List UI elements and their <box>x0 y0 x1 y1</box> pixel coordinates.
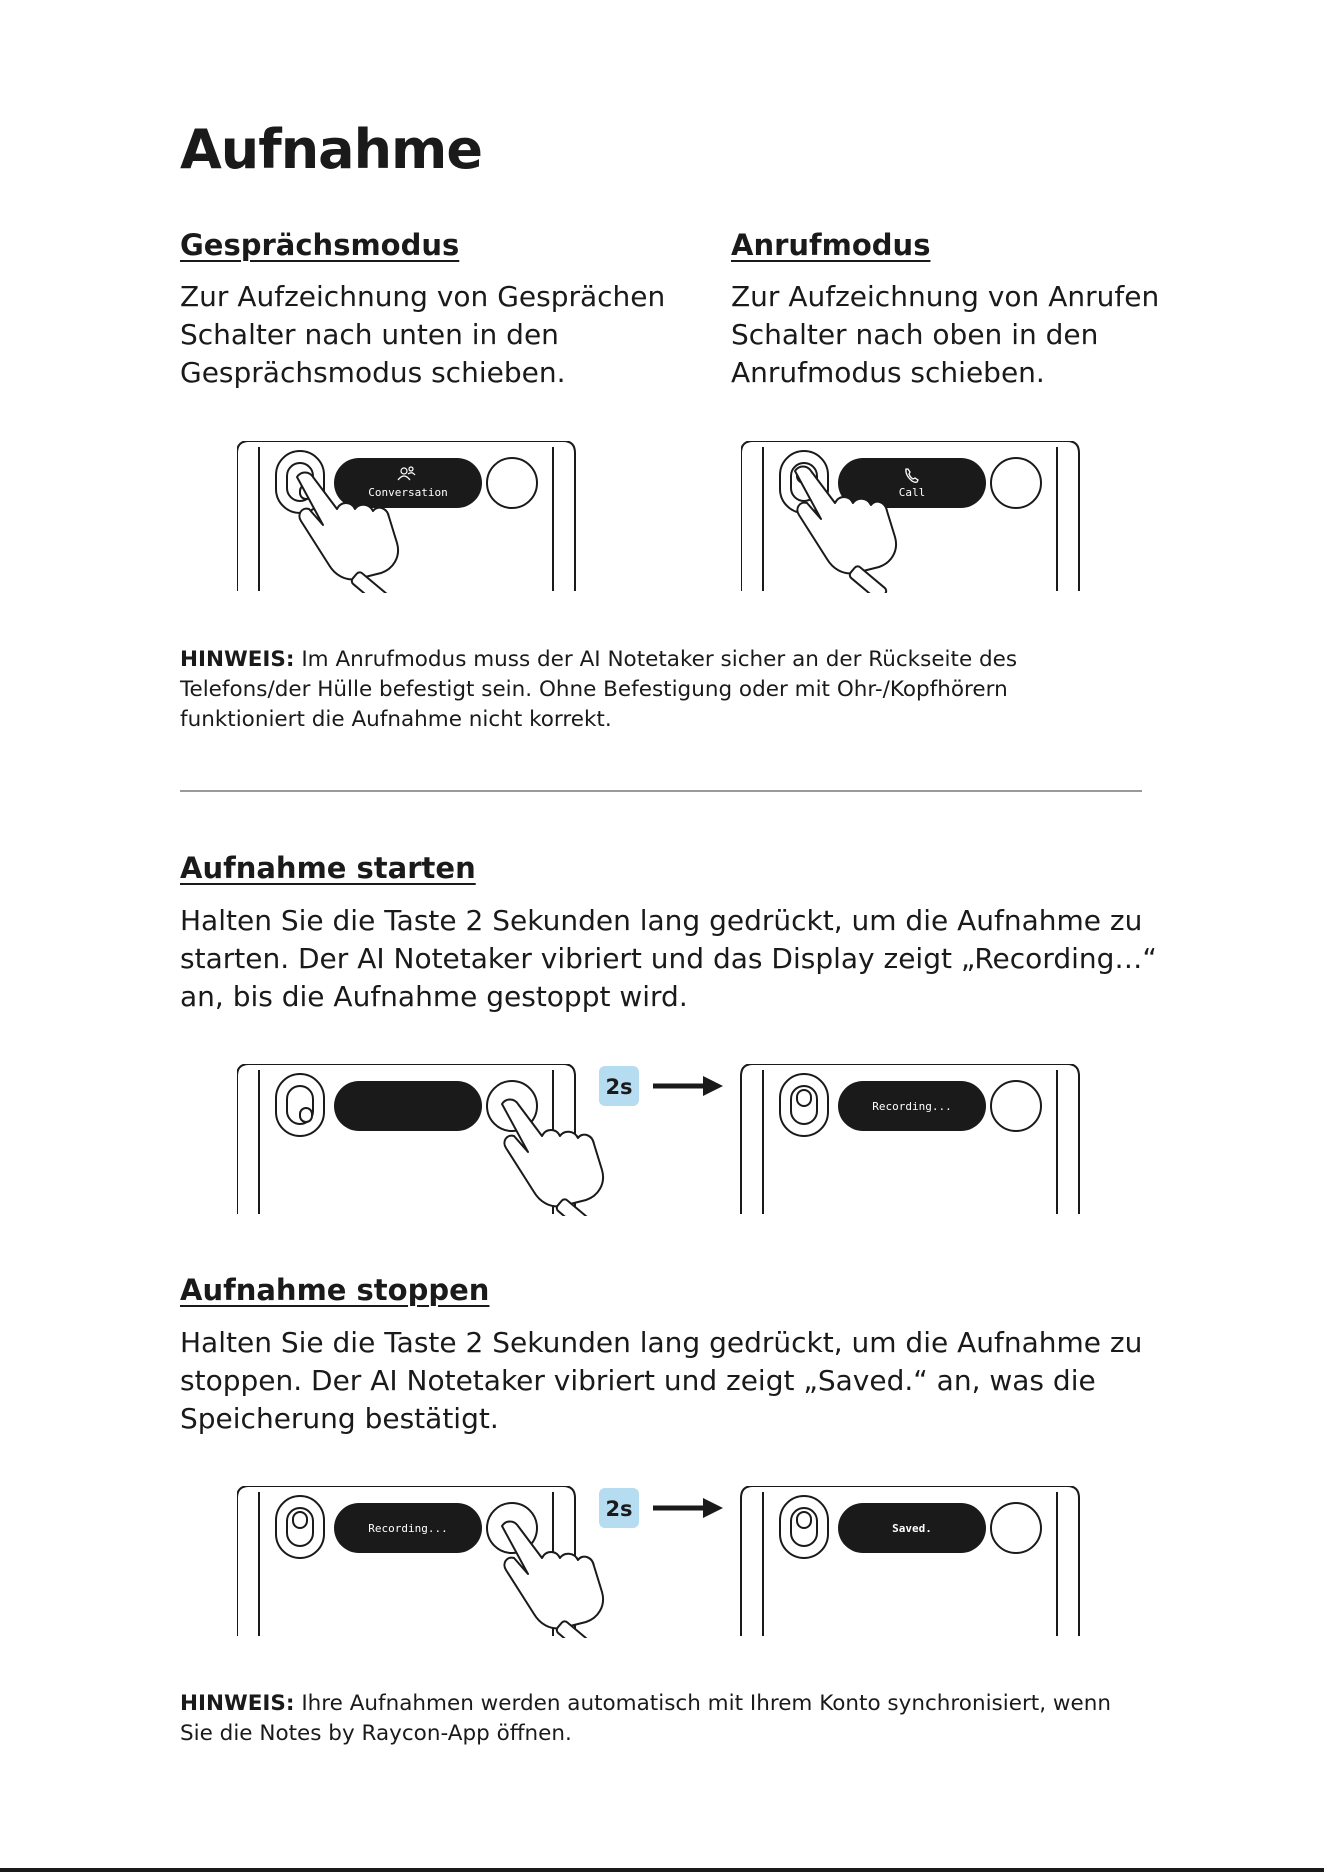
start-recording-illustration <box>237 1064 1087 1216</box>
stop-recording-text: Halten Sie die Taste 2 Sekunden lang gedrückt, um die Aufnahme zu stoppen. Der AI Notetaker vibriert und zeigt „Saved.“ an, was die Speicherung bestätigt. <box>180 1326 1143 1435</box>
display-label: Recording... <box>368 1522 448 1535</box>
note-call-mode <box>180 645 1100 735</box>
note-text: Im Anrufmodus muss der AI Notetaker sicher an der Rückseite des Telefons/der Hülle befestigt sein. Ohne Befestigung oder mit Ohr-/Kopfhörern funktioniert die Aufnahme nicht korrekt. <box>180 647 1018 732</box>
note-sync <box>180 1689 1120 1749</box>
conversation-mode-text: Zur Aufzeichnung von Gesprächen Schalter nach unten in den Gesprächsmodus schieben. <box>180 280 666 389</box>
arrow-right-icon <box>653 1498 723 1518</box>
record-button <box>991 458 1041 508</box>
display-pill <box>334 1081 482 1131</box>
start-recording-text: Halten Sie die Taste 2 Sekunden lang gedrückt, um die Aufnahme zu starten. Der AI Notetaker vibriert und das Display zeigt „Recording…“ an, bis die Aufnahme gestoppt wird. <box>180 904 1157 1013</box>
arrow-right-icon <box>653 1076 723 1096</box>
record-button <box>991 1503 1041 1553</box>
call-mode-illustration <box>741 441 1086 593</box>
stop-recording-illustration <box>237 1486 1087 1638</box>
record-button <box>487 458 537 508</box>
stop-recording-heading: Aufnahme stoppen <box>180 1273 490 1307</box>
display-label: Recording... <box>872 1100 952 1113</box>
conversation-mode-heading: Gesprächsmodus <box>180 228 460 262</box>
note-text: Ihre Aufnahmen werden automatisch mit Ihrem Konto synchronisiert, wenn Sie die Notes by Raycon-App öffnen. <box>180 1691 1111 1746</box>
call-mode-text: Zur Aufzeichnung von Anrufen Schalter nach oben in den Anrufmodus schieben. <box>731 280 1160 389</box>
conversation-mode-illustration <box>237 441 582 593</box>
page-title: Aufnahme <box>180 118 482 181</box>
call-mode-heading: Anrufmodus <box>731 228 931 262</box>
display-label: Call <box>898 486 926 499</box>
display-pill <box>334 458 482 508</box>
note-label: HINWEIS: <box>180 1691 295 1716</box>
display-label: Saved. <box>892 1522 932 1535</box>
section-divider <box>180 790 1142 792</box>
record-button <box>991 1081 1041 1131</box>
start-recording-heading: Aufnahme starten <box>180 851 476 885</box>
page-bottom-border <box>0 1868 1324 1872</box>
svg-text:2s: 2s <box>605 1075 633 1099</box>
display-label: Conversation <box>368 486 448 499</box>
note-label: HINWEIS: <box>180 647 295 672</box>
svg-text:2s: 2s <box>605 1497 633 1521</box>
